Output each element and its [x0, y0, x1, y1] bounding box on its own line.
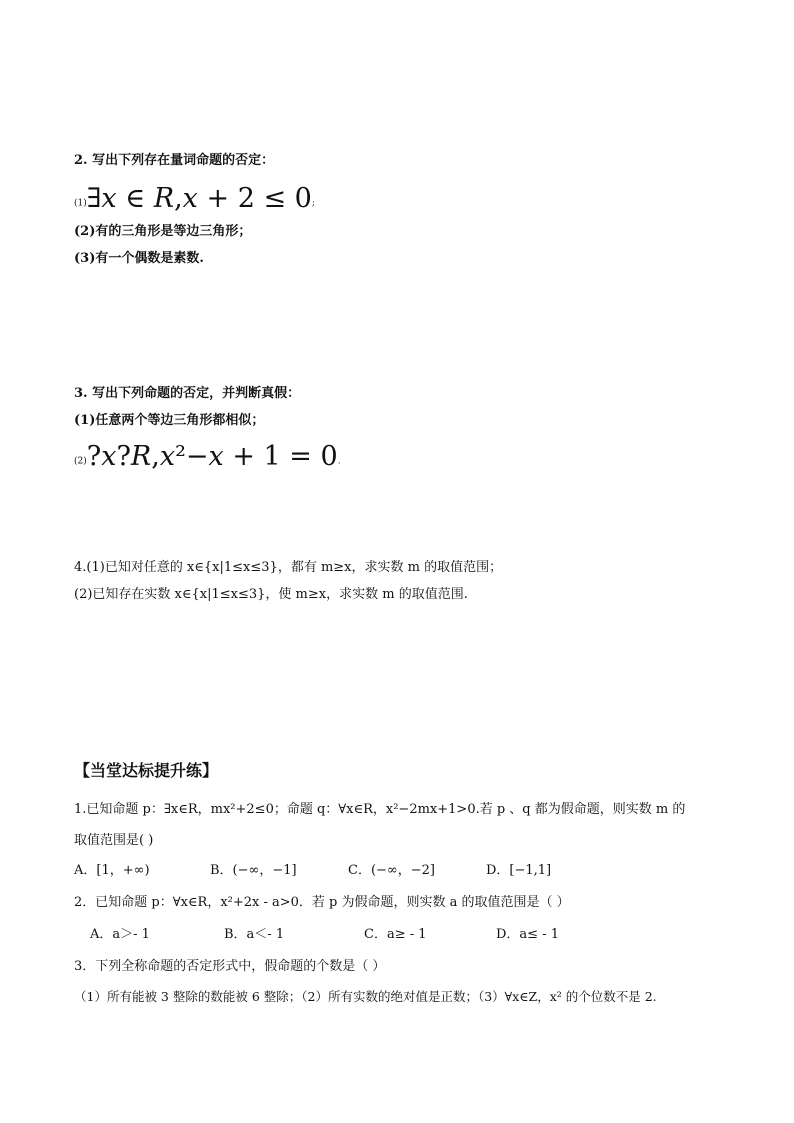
- q2-item-2: (2)有的三角形是等边三角形；: [74, 224, 252, 239]
- q2-item-3: (3)有一个偶数是素数.: [74, 251, 204, 266]
- q2-item-1-math: ∃𝑥 ∈ 𝑅,𝑥 + 2 ≤ 0: [86, 183, 312, 214]
- p2-line-1: 2．已知命题 p：∀x∈R，x²+2x - a>0．若 p 为假命题，则实数 a 的取值范围是（ ）: [74, 895, 570, 910]
- q3-item-2-number: (2): [74, 456, 87, 467]
- section-heading: 【当堂达标提升练】: [74, 761, 219, 780]
- p1-line-2: 取值范围是( ): [74, 833, 154, 848]
- q4-line-2: (2)已知存在实数 x∈{x|1≤x≤3}，使 m≥x，求实数 m 的取值范围.: [74, 587, 468, 602]
- p2-option-a: A．a＞- 1: [90, 927, 150, 942]
- q2-item-1-end: ;: [311, 198, 315, 209]
- p2-option-b: B．a＜- 1: [224, 927, 285, 942]
- q3-item-2-end: .: [337, 456, 341, 467]
- p1-option-b: B．(−∞，−1]: [210, 863, 297, 878]
- p2-option-c: C．a≥ - 1: [364, 927, 427, 942]
- q2-item-1-number: (1): [74, 198, 87, 209]
- q2-item-1: [74, 182, 315, 216]
- q3-item-2-math: ?𝑥?𝑅,𝑥²−𝑥 + 1 = 0: [86, 441, 338, 472]
- q2-title: 2. 写出下列存在量词命题的否定：: [74, 153, 275, 168]
- q3-item-1: (1)任意两个等边三角形都相似；: [74, 413, 265, 428]
- p3-line-2: （1）所有能被 3 整除的数能被 6 整除；（2）所有实数的绝对值是正数；（3）∀x∈Z，x² 的个位数不是 2.: [74, 989, 657, 1004]
- p1-option-d: D．[−1,1]: [486, 863, 552, 878]
- p1-line-1: 1.已知命题 p：∃x∈R，mx²+2≤0；命题 q：∀x∈R，x²−2mx+1>0.若 p 、q 都为假命题，则实数 m 的: [74, 802, 686, 817]
- q3-item-2: [74, 440, 341, 474]
- q4-line-1: 4.(1)已知对任意的 x∈{x|1≤x≤3}，都有 m≥x，求实数 m 的取值范围；: [74, 560, 503, 575]
- p1-option-c: C．(−∞，−2]: [348, 863, 435, 878]
- p1-option-a: A．[1，+∞): [74, 863, 150, 878]
- p3-line-1: 3．下列全称命题的否定形式中，假命题的个数是（ ）: [74, 959, 386, 974]
- q3-title: 3. 写出下列命题的否定，并判断真假：: [74, 386, 301, 401]
- p2-option-d: D．a≤ - 1: [496, 927, 559, 942]
